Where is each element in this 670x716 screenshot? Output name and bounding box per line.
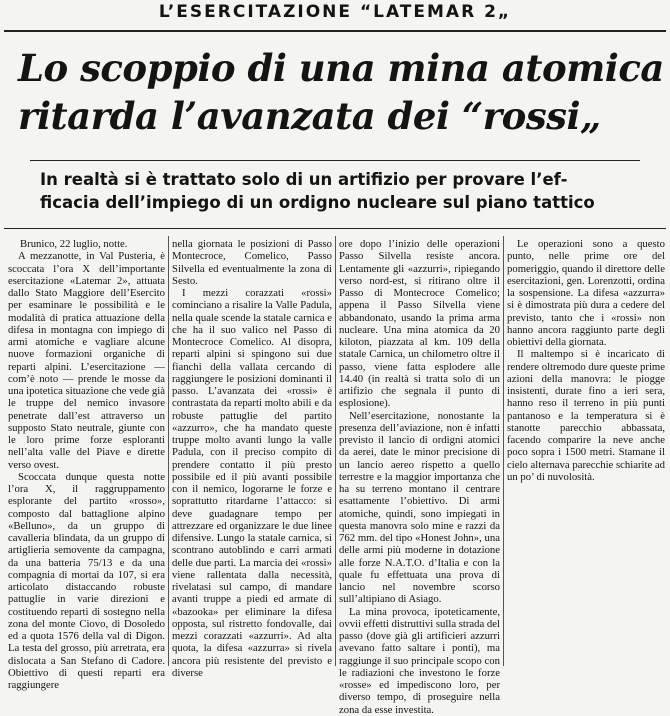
article-subheadline	[40, 168, 660, 214]
paragraph: La mina provoca, ipoteticamente, ovvii effetti distruttivi sulla strada del passo (dove già gli artificieri azzurri avevano fatto saltare i ponti), ma raggiunge il suo principale scopo con le radiazioni che investono le forze «rosse» ed impediscono loro, per diverso tempo, di proseguire nella zona da esse investita.	[339, 605, 500, 716]
article-column-1	[8, 238, 165, 691]
dateline: Brunico, 22 luglio, notte.	[20, 238, 128, 250]
subhead-line-1: In realtà si è trattato solo di un artifizio per provare l’ef-	[40, 170, 568, 189]
headline-line-2: ritarda l’avanzata dei “rossi„	[18, 94, 601, 138]
column-divider	[168, 236, 169, 666]
article-kicker: L’ESERCITAZIONE “LATEMAR 2„	[158, 2, 512, 22]
paragraph: Le operazioni sono a questo punto, nelle prime ore del pomeriggio, quando il direttore delle esercitazioni, gen. Lorenzotti, ordina la sospensione. La difesa «azzurra» si è dimostrata più dura a cedere del previsto, tanto che i «rossi» non hanno ancora raggiunto parte degli obiettivi della giornata.	[507, 238, 665, 348]
article-headline	[18, 44, 664, 140]
column-divider	[335, 236, 336, 666]
subhead-line-2: ficacia dell’impiego di un ordigno nucleare sul piano tattico	[40, 193, 595, 212]
paragraph: A mezzanotte, in Val Pusteria, è scoccata l’ora X dell’importante esercitazione «Latemar 2», attuata dallo Stato Maggiore dell’Esercito per esaminare le possibilità e le modalità di pratica attuazione della difesa in montagna con impiego di armi atomiche e vagliare alcune nuove formazioni organiche di reparti alpini. L’esercitazione — com’è noto — prende le mosse da una ipotetica situazione che vede già le truppe del nemico invasore penetrate dall’est attraverso un supposto Stato neutrale, giunte con le loro prime forze esploranti nell’alta valle del Piave e dirette verso ovest.	[8, 250, 165, 471]
paragraph: I mezzi corazzati «rossi» cominciano a risalire la Valle Padula, nella quale scende la statale carnica e che ha il suo valico nel Passo di Montecroce Comelico. Al disopra, reparti alpini si spingono sui due fianchi della vallata cercando di raggiungere le posizioni dominanti il passo. L’avanzata dei «rossi» è contrastata da reparti molto abili e da robuste pattuglie del partito «azzurro», che ha mandato queste truppe molto avanti lungo la valle Padula, con il preciso compito di prendere contatto il più presto possibile ed il più avanti possibile con il nemico, logorarne le forze e soprattutto ritardarne l’attacco: si deve guadagnare tempo per attrezzare ed organizzare le due linee difensive. Lungo la statale carnica, si scontrano autoblindo e carri armati delle due parti. La marcia dei «rossi» viene rallentata dalla necessità, rivelatasi sul campo, di mandare avanti truppe a piedi ed armate di «bazooka» per eliminare la difesa opposta, sul ristretto fondovalle, dai mezzi corazzati «azzurri». Ad alta quota, la difesa «azzurra» si rivela ancora più resistente del previsto e diverse	[172, 287, 332, 679]
headline-rule	[30, 160, 640, 161]
paragraph: Il maltempo si è incaricato di rendere oltremodo dure queste prime azioni della manovra: le piogge insistenti, durate fino a ieri sera, hanno reso il terreno in più punti pantanoso e la temperatura si è stanotte parecchio abbassata, facendo comparire la neve anche poco sopra i 1500 metri. Stamane il cielo alternava parecchie schiarite ad un po’ di nuvolosità.	[507, 348, 665, 483]
top-rule	[4, 30, 666, 32]
body-rule	[4, 228, 666, 229]
paragraph: Scoccata dunque questa notte l’ora X, il raggruppamento esplorante del partito «rosso», composto dal battaglione alpino «Belluno», da un gruppo di cavalleria blindata, da un gruppo di artiglieria semovente da campagna, da una batteria 75/13 e da una compagnia di mortai da 107, si era articolato distaccando robuste pattuglie in varie direzioni e costituendo reparti di sostegno nella zona del monte Ciovo, di Dosoledo ed a quota 1576 della val di Digon. La testa del grosso, più arretrata, era dislocata a San Stefano di Cadore. Obiettivo di questi reparti era raggiungere	[8, 470, 165, 691]
article-column-4	[507, 238, 665, 666]
article-column-3	[339, 238, 500, 716]
paragraph: Nell’esercitazione, nonostante la presenza dell’aviazione, non è infatti previsto il lancio di ordigni atomici da aerei, date le minor precisione di un lancio aereo rispetto a quello terrestre e la maggior importanza che ha su terreno montano il centrare esattamente l’obiettivo. Di armi atomiche, quindi, sono impiegati in questa manovra solo mine e razzi da 762 mm. del tipo «Honest John», una delle armi più moderne in dotazione alle forze N.A.T.O. d’Italia e con la quale fu effettuata una prova di lancio nel novembre scorso sull’altipiano di Asiago.	[339, 409, 500, 606]
column-divider	[503, 236, 504, 666]
article-column-2	[172, 238, 332, 679]
paragraph: nella giornata le posizioni di Passo Montecroce, Comelico, Passo Silvella ed eventualmente la zona di Sesto.	[172, 238, 332, 287]
paragraph: ore dopo l’inizio delle operazioni Passo Silvella resiste ancora. Lentamente gli «azzurri», ripiegando verso nord-est, si ritirano oltre il Passo di Montecroce Comelico; appena il Passo Silvella viene abbandonato, usando la prima arma nucleare. Una mina atomica da 20 kiloton, piazzata al km. 109 della statale Carnica, un chilometro oltre il passo, viene fatta esplodere alle 14.40 (in realtà si tratta solo di un artifizio che segnala il punto di esplosione).	[339, 238, 500, 410]
headline-line-1: Lo scoppio di una mina atomica	[18, 46, 664, 90]
